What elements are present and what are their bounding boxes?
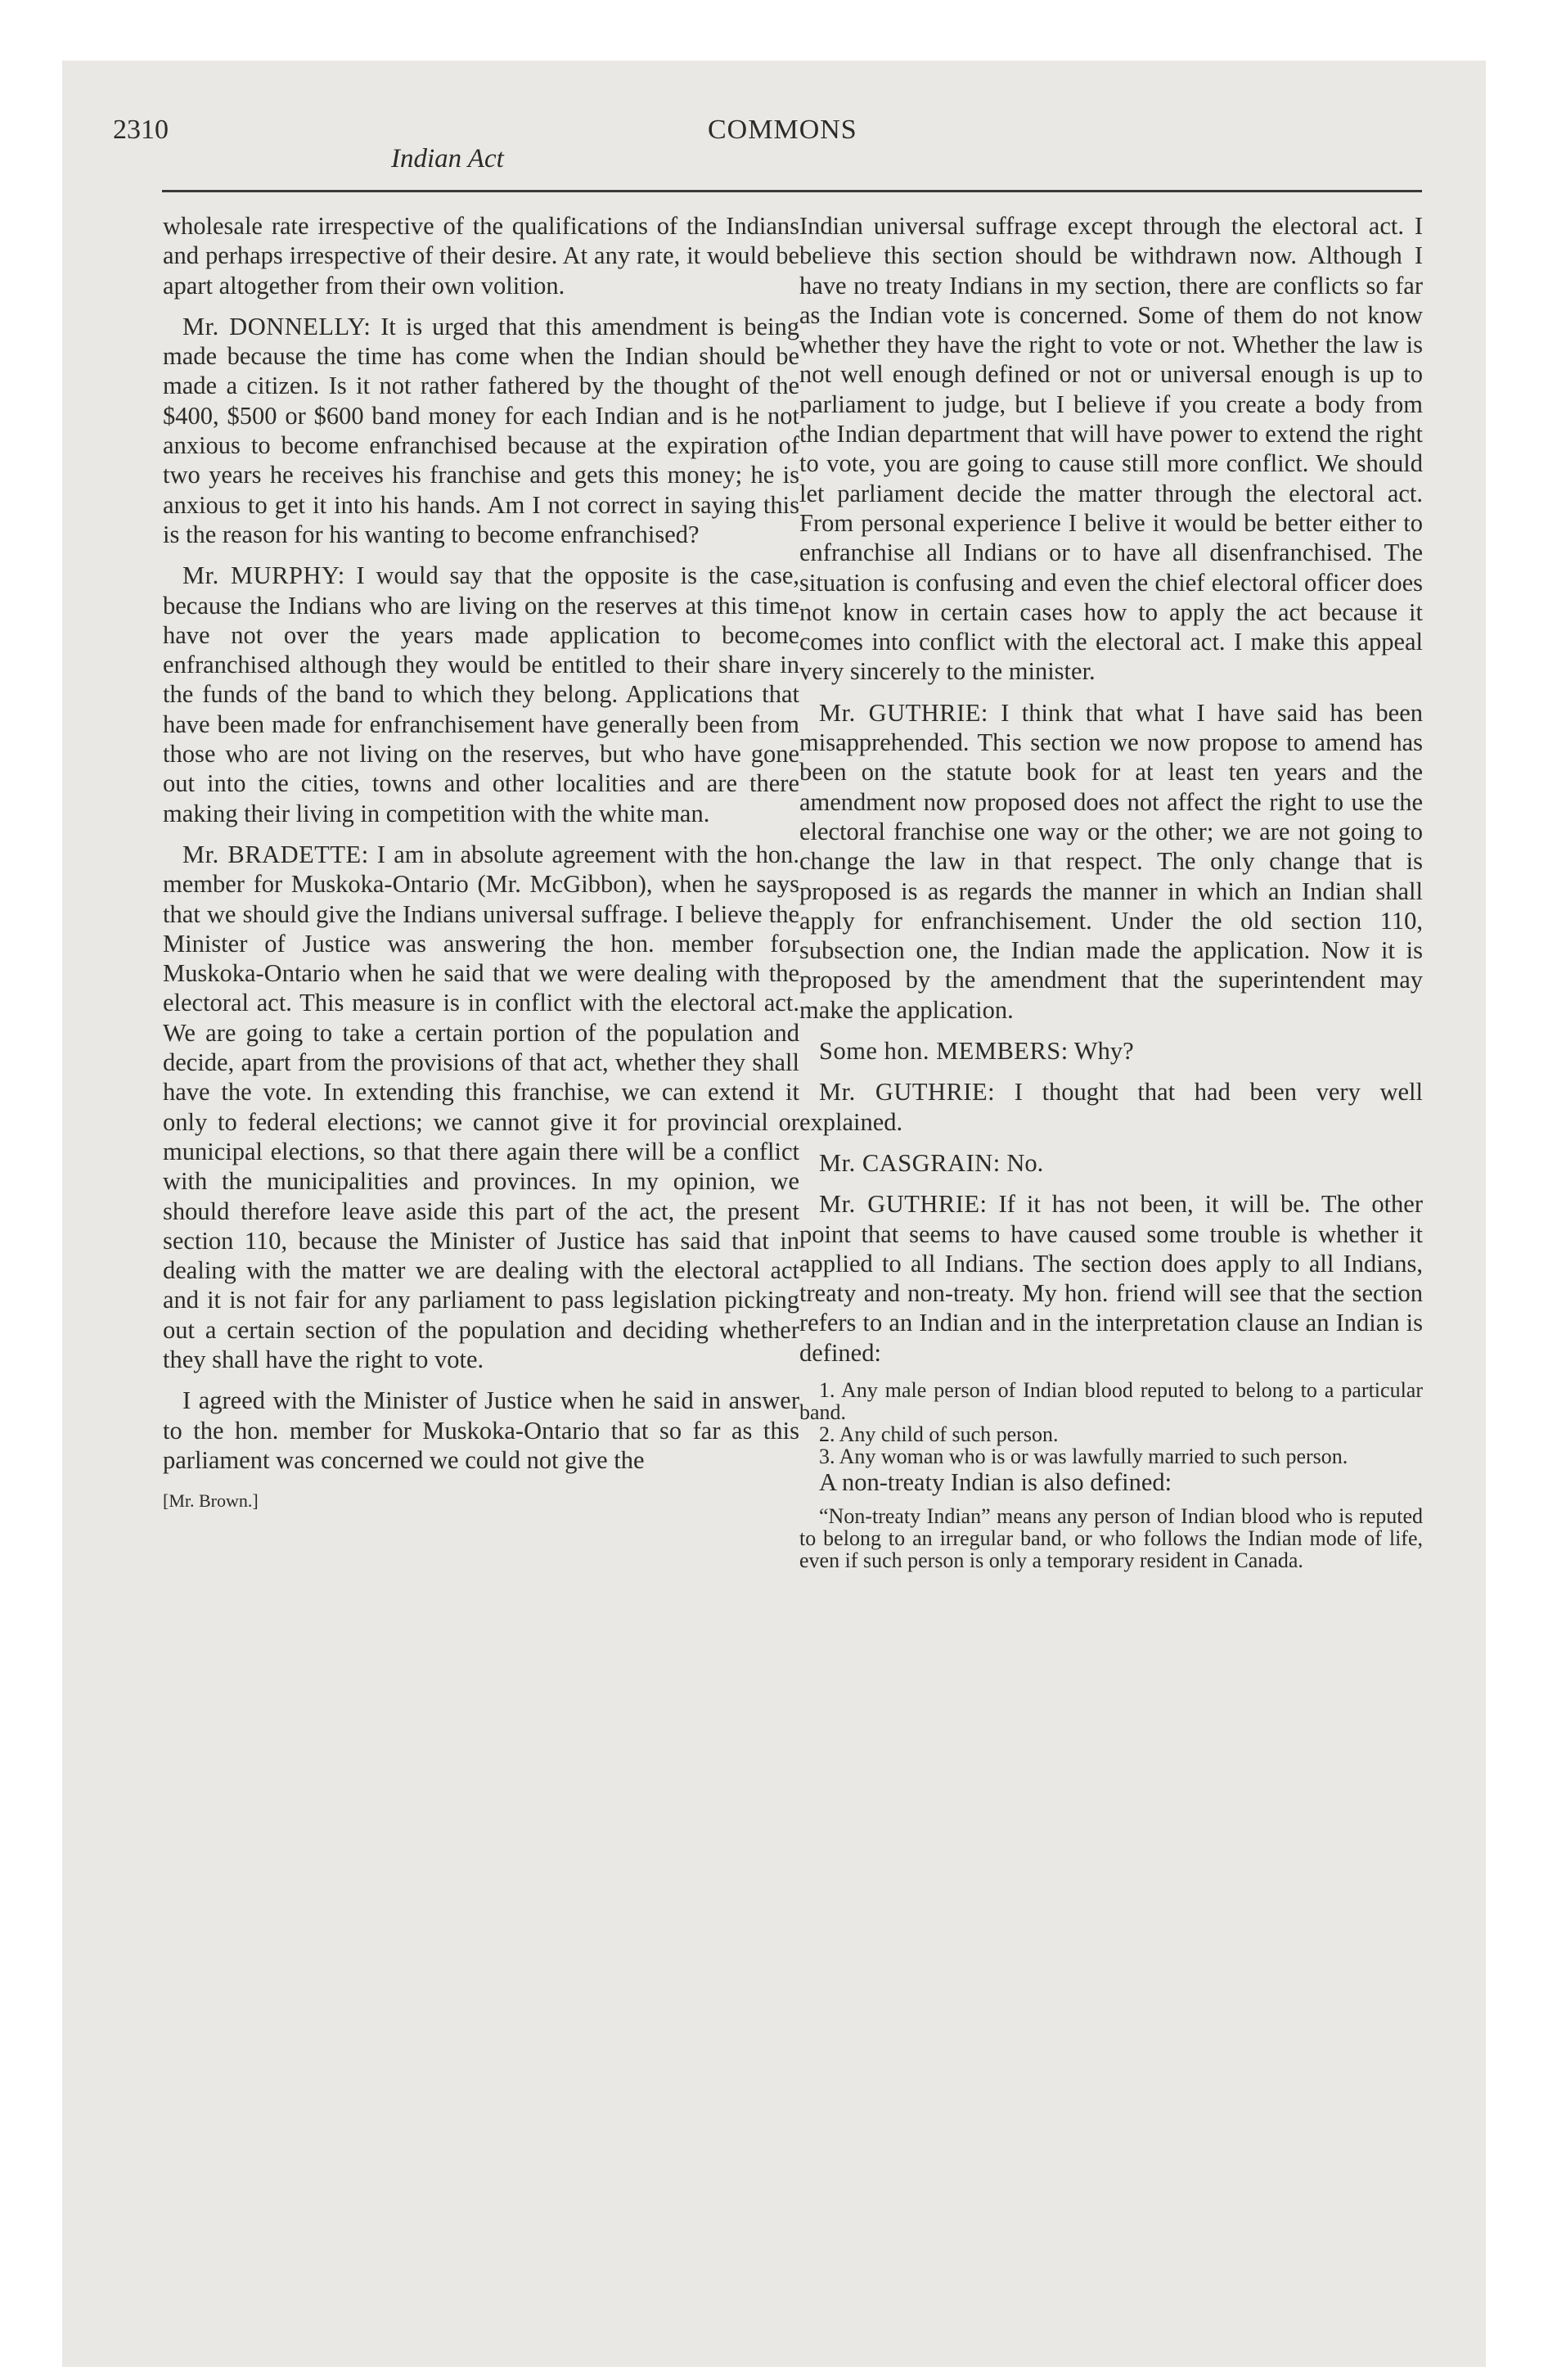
paragraph: [799, 1036, 1423, 1066]
paragraph: A non-treaty Indian is also defined:: [819, 1467, 1172, 1496]
speech-text: I think that what I have said has been misapprehended. This section we now propose to amend has been on the statute book for at least ten years and the amendment now proposed does not affect the right to use the electoral franchise one way or the other; we are not going to change the law in that respect. The only change that is proposed is as regards the manner in which an Indian shall apply for enfranchisement. Under the old section 110, subsection one, the Indian made the application. Now it is proposed by the amendment that the superintendent may make the application.: [799, 698, 1423, 1024]
paragraph: wholesale rate irrespective of the qualifications of the Indians and perhaps irrespective of their desire. At any rate, it would be apart altogether from their own volition.: [163, 212, 799, 300]
paragraph: [163, 840, 799, 1374]
speech-text: It is urged that this amendment is being made because the time has come when the Indian should be made a citizen. Is it not rather fathered by the thought of the $400, $500 or $600 band money for each Indian and is he not anxious to become enfranchised because at the expiration of two years he receives his franchise and gets this money; he is anxious to get it into his hands. Am I not correct in saying this is the reason for his wanting to become enfranchised?: [163, 312, 799, 548]
speaker-name: Mr. BRADETTE:: [182, 840, 369, 868]
speaker-name: Mr. CASGRAIN:: [819, 1148, 1001, 1177]
paragraph: I agreed with the Minister of Justice when he said in answer to the hon. member for Muskoka-Ontario that so far as this parliament was concerned we could not give the: [163, 1386, 799, 1474]
speaker-name: Mr. GUTHRIE:: [819, 1078, 996, 1107]
right-column: [799, 211, 1423, 1571]
paragraph: Indian universal suffrage except through the electoral act. I believe this section should be withdrawn now. Although I have no treaty Indians in my section, there are conflicts so far as the Indian vote is concerned. Some of them do not know whether they have the right to vote or not. Whether the law is not well enough defined or not or universal enough is up to parliament to judge, but I believe if you create a body from the Indian department that will have power to extend the right to vote, you are going to cause still more conflict. We should let parliament decide the matter through the electoral act. From personal experience I belive it would be better either to enfranchise all Indians or to have all disenfranchised. The situation is confusing and even the chief electoral officer does not know in certain cases how to apply the act because it comes into conflict with the electoral act. I make this appeal very sincerely to the minister.: [799, 212, 1423, 686]
speaker-name: Mr. GUTHRIE:: [819, 698, 988, 727]
subject-heading: Indian Act: [391, 144, 504, 174]
speech-text: I am in absolute agreement with the hon. member for Muskoka-Ontario (Mr. McGibbon), when he says that we should give the Indians universal suffrage. I believe the Minister of Justice was answering the hon. member for Muskoka-Ontario when he said that we were dealing with the electoral act. This measure is in conflict with the electoral act. We are going to take a certain portion of the population and decide, apart from the provisions of that act, whether they shall have the vote. In extending this franchise, we can extend it only to federal elections; we cannot give it for provincial or municipal elections, so that there again there will be a conflict with the municipalities and provinces. In my opinion, we should therefore leave aside this part of the act, the present section 110, because the Minister of Justice has said that in dealing with the matter we are dealing with the electoral act and it is not fair for any parliament to pass legislation picking out a certain section of the population and deciding whether they shall have the right to vote.: [163, 840, 799, 1373]
definition-item: “Non-treaty Indian” means any person of Indian blood who is reputed to belong to an irregular band, or who follows the Indian mode of life, even if such person is only a temporary resident in Canada.: [799, 1504, 1423, 1573]
definition-item: 3. Any woman who is or was lawfully married to such person.: [819, 1444, 1348, 1468]
paragraph: [163, 561, 799, 828]
speaker-footer: [Mr. Brown.]: [163, 1490, 259, 1512]
speech-text: If it has not been, it will be. The other point that seems to have caused some trouble is whether it applied to all Indians. The section does apply to all Indians, treaty and non-treaty. My hon. friend will see that the section refers to an Indian and in the interpretation clause an Indian is defined:: [799, 1190, 1423, 1367]
speech-text: No.: [1000, 1148, 1044, 1177]
definition-list: [799, 1379, 1423, 1467]
speaker-name: Some hon. MEMBERS:: [819, 1037, 1069, 1066]
definition-quote: [799, 1505, 1423, 1571]
paragraph: [799, 1189, 1423, 1368]
speaker-name: Mr. GUTHRIE:: [819, 1190, 988, 1219]
speech-text: I thought that had been very well explained.: [799, 1078, 1423, 1136]
paragraph: [799, 1148, 1423, 1178]
speech-text: I would say that the opposite is the case, because the Indians who are living on the reserves at this time have not over the years made application to become enfranchised although they would be entitled to their share in the funds of the band to which they belong. Applications that have been made for enfranchisement have generally been from those who are not living on the reserves, but who have gone out into the cities, towns and other localities and are there making their living in competition with the white man.: [163, 561, 799, 827]
page-number: 2310: [113, 115, 169, 145]
speech-text: Why?: [1068, 1037, 1134, 1066]
paragraph: [799, 698, 1423, 1025]
paragraph: [799, 1077, 1423, 1137]
house-heading: COMMONS: [708, 115, 857, 145]
speaker-name: Mr. DONNELLY:: [182, 312, 371, 340]
speaker-name: Mr. MURPHY:: [182, 561, 345, 590]
left-column: [163, 211, 799, 1516]
paragraph: [163, 312, 799, 549]
definition-item: 2. Any child of such person.: [819, 1422, 1059, 1446]
definition-item: 1. Any male person of Indian blood reputed to belong to a particular band.: [799, 1377, 1423, 1424]
header-rule: [162, 190, 1422, 192]
